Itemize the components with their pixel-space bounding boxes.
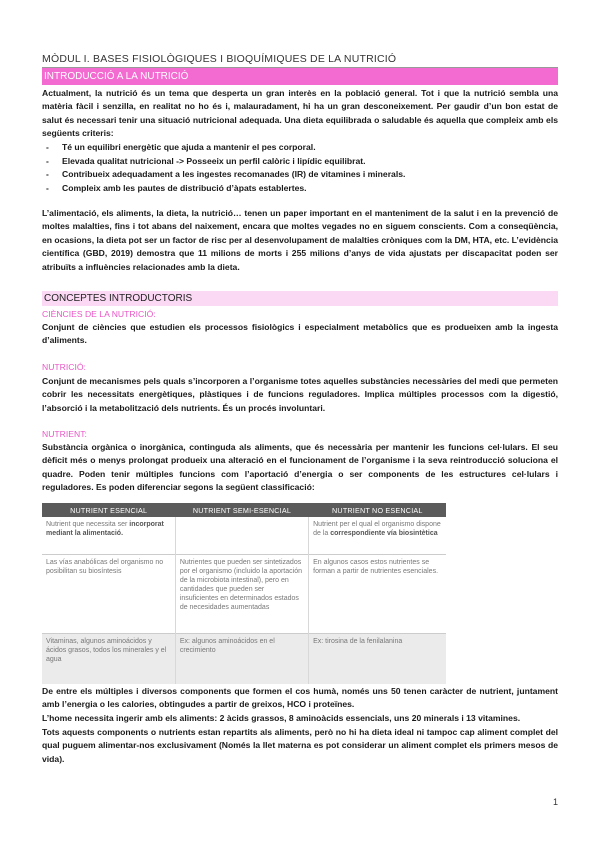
table-row — [42, 555, 446, 634]
closing-paragraph-3: Tots aquests components o nutrients estan repartits als aliments, però no hi ha dieta ideal ni tampoc cap aliment complet del qual puguem alimentar-nos exclusivament (Només la llet materna es pot considerar un aliment complet els primers mesos de vida). — [42, 727, 558, 764]
table-row — [42, 634, 446, 685]
list-item: - Elevada qualitat nutricional -> Posseeix un perfil calòric i lipídic equilibrat. — [42, 155, 558, 169]
nutricio-paragraph: Conjunt de mecanismes pels quals s’incorporen a l’organisme totes aquelles substàncies necessàries del medi que permeten cobrir les necessitats energètiques, plàstiques i de funcions reguladores. Implica múltiples processos com la digestió, l’absorció i la metabolització dels nutrients. És un procés involuntari. — [42, 376, 558, 413]
table-row — [42, 517, 446, 555]
table-header: NUTRIENT SEMI-ESENCIAL — [175, 503, 308, 517]
closing-paragraph-1: De entre els múltiples i diversos components que formen el cos humà, només uns 50 tenen caràcter de nutrient, juntament amb l’energia o les calories, obtingudes a partir de greixos, HCO i proteïnes. — [42, 686, 558, 710]
ciencies-heading: CIÈNCIES DE LA NUTRICIÓ: — [42, 309, 156, 319]
nutrient-paragraph: Substància orgànica o inorgànica, continguda als aliments, que és necessària per mantenir les funcions cel·lulars. El seu dèficit més o menys prolongat produeix una alteració en el funcionament de l’organisme i la seva reintroducció soluciona el quadre. Poden tenir múltiples funcions com l’aportació d’energia o ser components de les estructures cel·lulars i reguladores. Es poden diferenciar segons la següent classificació: — [42, 442, 558, 493]
ciencies-paragraph: Conjunt de ciències que estudien els processos fisiològics i especialment metabòlics que es produeixen amb la ingesta d’aliments. — [42, 322, 558, 346]
table-cell: Las vías anabólicas del organismo no posibilitan su biosíntesis — [42, 555, 175, 634]
criteria-list — [42, 141, 558, 195]
intro-paragraph: Actualment, la nutrició és un tema que desperta un gran interès en la població general. Tot i que la nutrició sembla una matèria fàcil i senzilla, en realitat no ho és i, malauradament, hi ha un gran desconeixement. Per gaudir d’un bon estat de salut és necessari tenir una situació nutricional adequada. Una dieta equilibrada o saludable és aquella que compleix amb els següents criteris: — [42, 88, 558, 139]
table-cell: Ex: tirosina de la fenilalanina — [309, 634, 446, 685]
alimentacio-paragraph: L’alimentació, els aliments, la dieta, la nutrició… tenen un paper important en el manteniment de la salut i en la prevenció de moltes malalties, fins i tot abans del naixement, encara que moltes vegades no en siguem conscients. Com a conseqüència, en ocasions, la dieta pot ser un factor de risc per al desenvolupament de malalties cròniques com la DM, HTA, etc. L’evidència científica (GBD, 2019) demostra que 11 milions de morts i 255 milions d’anys de vida ajustats per discapacitat poden ser atribuïts a influències relacionades amb la dieta. — [42, 208, 558, 272]
section-heading-concepts: CONCEPTES INTRODUCTORIS — [42, 291, 558, 306]
table-cell: Vitaminas, algunos aminoácidos y ácidos grasos, todos los minerales y el agua — [42, 634, 175, 685]
list-item: - Té un equilibri energètic que ajuda a mantenir el pes corporal. — [42, 141, 558, 155]
table-cell: En algunos casos estos nutrientes se forman a partir de nutrientes esenciales. — [309, 555, 446, 634]
table-cell — [175, 517, 308, 555]
page-number: 1 — [552, 797, 558, 807]
nutricio-heading: NUTRICIÓ: — [42, 362, 86, 372]
list-item: - Contribueix adequadament a les ingestes recomanades (IR) de vitamines i minerals. — [42, 168, 558, 182]
table-header: NUTRIENT NO ESENCIAL — [309, 503, 446, 517]
nutrient-heading: NUTRIENT: — [42, 429, 87, 439]
list-item: - Compleix amb les pautes de distribució d’àpats establertes. — [42, 182, 558, 196]
table-cell: Nutrient que necessita ser incorporat mediant la alimentació. — [42, 517, 175, 555]
table-cell: Nutrientes que pueden ser sintetizados por el organismo (incluido la aportación de la microbiota intestinal), pero en cantidades que pueden ser insuficientes en determinados estados de necesidades aumentadas — [175, 555, 308, 634]
nutrient-classification-table — [42, 503, 446, 684]
table-cell: Nutrient per el qual el organismo dispone de la correspondiente vía biosintètica — [309, 517, 446, 555]
section-heading-intro: INTRODUCCIÓ A LA NUTRICIÓ — [42, 68, 558, 85]
closing-paragraph-2: L’home necessita ingerir amb els aliments: 2 àcids grassos, 8 aminoàcids essencials, uns 20 minerals i 13 vitamines. — [42, 713, 521, 723]
table-header: NUTRIENT ESENCIAL — [42, 503, 175, 517]
table-cell: Ex: algunos aminoácidos en el crecimiento — [175, 634, 308, 685]
module-title: MÒDUL I. BASES FISIOLÒGIQUES I BIOQUÍMIQUES DE LA NUTRICIÓ — [42, 53, 397, 65]
